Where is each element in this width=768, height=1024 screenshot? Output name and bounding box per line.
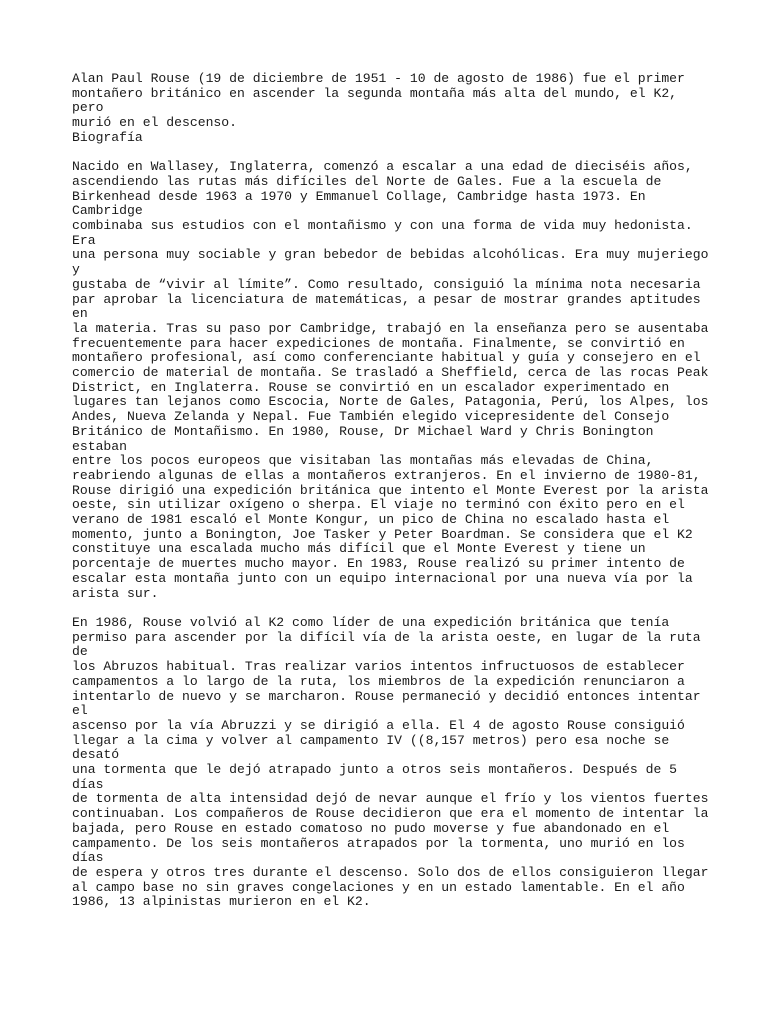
biography-paragraph-2: En 1986, Rouse volvió al K2 como líder de una expedición británica que tenía permiso para ascender por la difícil vía de la arista oeste, en lugar de la ruta de los Abruzos habitual. Tras realizar varios intentos infructuosos de establecer campamentos a lo largo de la ruta, los miembros de la expedición renunciaron a intentarlo de nuevo y se marcharon. Rouse permaneció y decidió entonces intentar el ascenso por la vía Abruzzi y se dirigió a ella. El 4 de agosto Rouse consiguió llegar a la cima y volver al campamento IV ((8,157 metros) pero esa noche se desató una tormenta que le dejó atrapado junto a otros seis montañeros. Después de 5 días de tormenta de alta intensidad dejó de nevar aunque el frío y los vientos fuertes continuaban. Los compañeros de Rouse decidieron que era el momento de intentar la bajada, pero Rouse en estado comatoso no pudo moverse y fue abandonado en el campamento. De los seis montañeros atrapados por la tormenta, uno murió en los días de espera y otros tres durante el descenso. Solo dos de ellos consiguieron llegar al campo base no sin graves congelaciones y en un estado lamentable. En el año 1986, 13 alpinistas murieron en el K2.: [72, 614, 709, 910]
document-page: [72, 72, 712, 910]
paragraph-spacer: [72, 601, 712, 616]
intro-paragraph: Alan Paul Rouse (19 de diciembre de 1951 - 10 de agosto de 1986) fue el primer montañero británico en ascender la segunda montaña más alta del mundo, el K2, pero murió en el descenso.: [72, 71, 685, 131]
section-heading-biografia: Biografía: [72, 129, 143, 145]
paragraph-spacer: [72, 146, 712, 161]
biography-paragraph-1: Nacido en Wallasey, Inglaterra, comenzó a escalar a una edad de dieciséis años, ascendiendo las rutas más difíciles del Norte de Gales. Fue a la escuela de Birkenhead desde 1963 a 1970 y Emmanuel Collage, Cambridge hasta 1973. En Cambridge combinaba sus estudios con el montañismo y con una forma de vida muy hedonista. Era una persona muy sociable y gran bebedor de bebidas alcohólicas. Era muy mujeriego y gustaba de “vivir al límite”. Como resultado, consiguió la mínima nota necesaria par aprobar la licenciatura de matemáticas, a pesar de mostrar grandes aptitudes en la materia. Tras su paso por Cambridge, trabajó en la enseñanza pero se ausentaba frecuentemente para hacer expediciones de montaña. Finalmente, se convirtió en montañero profesional, así como conferenciante habitual y guía y consejero en el comercio de material de montaña. Se trasladó a Sheffield, cerca de las rocas Peak District, en Inglaterra. Rouse se convirtió en un escalador experimentado en lugares tan lejanos como Escocia, Norte de Gales, Patagonia, Perú, los Alpes, los Andes, Nueva Zelanda y Nepal. Fue También elegido vicepresidente del Consejo Británico de Montañismo. En 1980, Rouse, Dr Michael Ward y Chris Bonington estaban entre los pocos europeos que visitaban las montañas más elevadas de China, reabriendo algunas de ellas a montañeros extranjeros. En el invierno de 1980-81, Rouse dirigió una expedición británica que intento el Monte Everest por la arista oeste, sin utilizar oxígeno o sherpa. El viaje no terminó con éxito pero en el verano de 1981 escaló el Monte Kongur, un pico de China no escalado hasta el momento, junto a Bonington, Joe Tasker y Peter Boardman. Se considera que el K2 constituye una escalada mucho más difícil que el Monte Everest y tiene un porcentaje de muertes mucho mayor. En 1983, Rouse realizó su primer intento de escalar esta montaña junto con un equipo internacional por una nueva vía por la arista sur.: [72, 159, 709, 601]
